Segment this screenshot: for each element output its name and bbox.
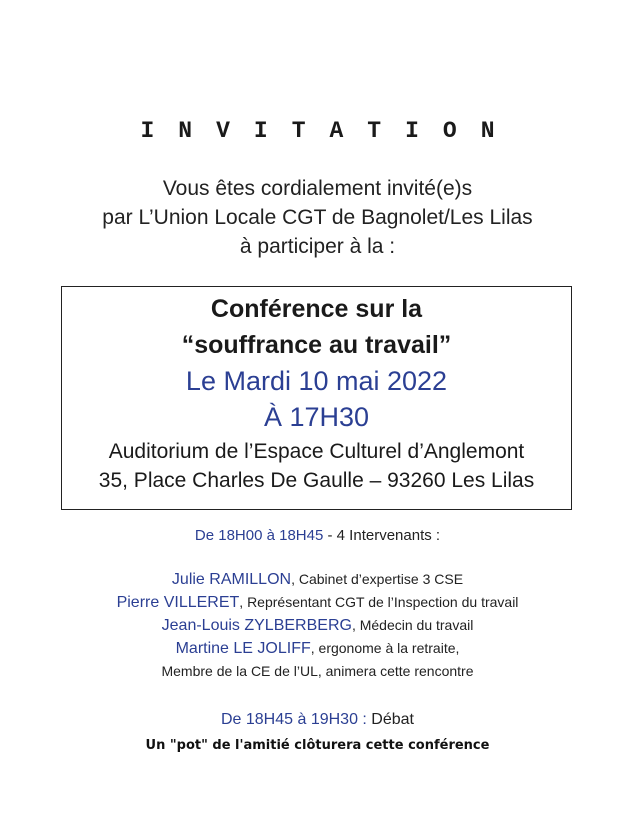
event-date: Le Mardi 10 mai 2022 (185, 366, 448, 396)
conference-title (62, 291, 571, 363)
speaker-item (0, 591, 635, 614)
speaker-name: Pierre VILLERET (116, 594, 240, 611)
closing-note: Un "pot" de l'amitié clôturera cette conférence (145, 738, 490, 753)
speaker-item (0, 637, 635, 660)
conference-title-line-2: “souffrance au travail” (181, 331, 452, 359)
speakers-schedule (0, 526, 635, 546)
speaker-role: , Cabinet d’expertise 3 CSE (291, 571, 464, 587)
intro-text (0, 174, 635, 261)
schedule-label: - 4 Intervenants : (323, 527, 441, 544)
speaker-item (0, 614, 635, 637)
invitation-title: INVITATION (140, 118, 519, 144)
speaker-name: Jean-Louis ZYLBERBERG (161, 617, 352, 634)
event-box (61, 286, 572, 510)
speaker-role: , ergonome à la retraite, (310, 640, 460, 656)
speakers-list (0, 568, 635, 683)
event-time: À 17H30 (263, 402, 370, 432)
debate-schedule (0, 709, 635, 731)
debate-label: Débat (366, 711, 414, 728)
speaker-role: , Représentant CGT de l’Inspection du travail (239, 594, 519, 610)
speaker-extra-info: Membre de la CE de l’UL, animera cette rencontre (161, 663, 474, 679)
event-address: 35, Place Charles De Gaulle – 93260 Les Lilas (98, 469, 535, 492)
intro-line-1: Vous êtes cordialement invité(e)s (162, 177, 473, 200)
debate-time-range: De 18H45 à 19H30 : (220, 711, 367, 728)
speaker-name: Julie RAMILLON (171, 571, 292, 588)
intro-line-2: par L’Union Locale CGT de Bagnolet/Les Lilas (102, 206, 533, 229)
speaker-role: , Médecin du travail (351, 617, 474, 633)
intro-line-3: à participer à la : (239, 235, 396, 258)
event-venue: Auditorium de l’Espace Culturel d’Anglemont (108, 440, 525, 463)
speaker-name: Martine LE JOLIFF (175, 640, 311, 657)
schedule-time-range: De 18H00 à 18H45 (194, 527, 324, 544)
conference-title-line-1: Conférence sur la (210, 295, 423, 323)
speaker-item (0, 568, 635, 591)
